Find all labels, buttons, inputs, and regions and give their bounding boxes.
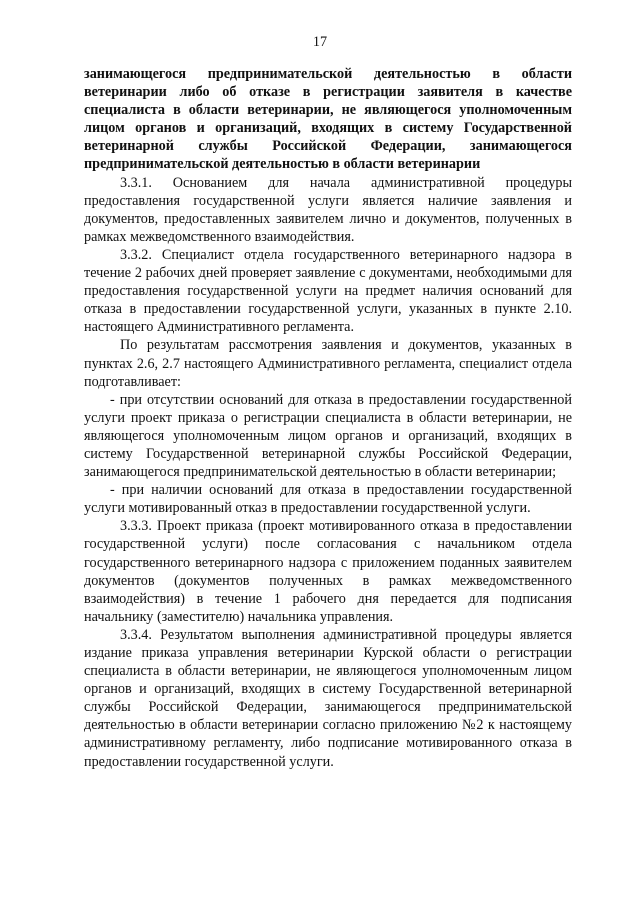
paragraph-results: По результатам рассмотрения заявления и документов, указанных в пунктах 2.6, 2.7 настоящего Административного регламента, специалист отдела подготавливает: <box>84 337 572 390</box>
list-item-grounds: - при наличии оснований для отказа в предоставлении государственной услуги мотивированный отказ в предоставлении государственной услуги. <box>84 482 572 517</box>
paragraph-3-3-1: 3.3.1. Основанием для начала административной процедуры предоставления государственной услуги является наличие заявления и документов, предоставленных заявителем лично и документов, полученных в рамках межведомственного взаимодействия. <box>84 174 572 245</box>
section-heading: занимающегося предпринимательской деятельностью в области ветеринарии либо об отказе в регистрации заявителя в качестве специалиста в области ветеринарии, не являющегося уполномоченным лицом органов и организаций, входящих в систему Государственной ветеринарной службы Российской Федерации, занимающегося предпринимательской деятельностью в области ветеринарии <box>84 66 572 173</box>
paragraph-3-3-4: 3.3.4. Результатом выполнения административной процедуры является издание приказа управления ветеринарии Курской области о регистрации специалиста в области ветеринарии, не являющегося уполномоченным лицом органов и организаций, входящих в систему Государственной ветеринарной службы Российской Федерации, занимающегося предпринимательской деятельностью в области ветеринарии согласно приложению №2 к настоящему административному регламенту, либо подписание мотивированного отказа в предоставлении государственной услуги. <box>84 626 572 770</box>
paragraph-3-3-2: 3.3.2. Специалист отдела государственного ветеринарного надзора в течение 2 рабочих дней проверяет заявление с документами, необходимыми для предоставления государственной услуги на предмет наличия оснований для отказа в предоставлении государственной услуги, указанных в пункте 2.10. настоящего Административного регламента. <box>84 246 572 336</box>
page-number: 17 <box>312 34 328 50</box>
document-body <box>84 65 572 771</box>
paragraph-3-3-3: 3.3.3. Проект приказа (проект мотивированного отказа в предоставлении государственной услуги) после согласования с начальником отдела государственного ветеринарного надзора с приложением поданных заявителем документов (документов полученных в рамках межведомственного взаимодействия) в течение 1 рабочего дня передается для подписания начальнику (заместителю) начальника управления. <box>84 518 572 625</box>
list-item-no-grounds: - при отсутствии оснований для отказа в предоставлении государственной услуги проект приказа о регистрации специалиста в области ветеринарии, не являющегося уполномоченным лицом органов и организаций, входящих в систему Государственной ветеринарной службы Российской Федерации, занимающегося предпринимательской деятельностью в области ветеринарии; <box>84 391 572 481</box>
